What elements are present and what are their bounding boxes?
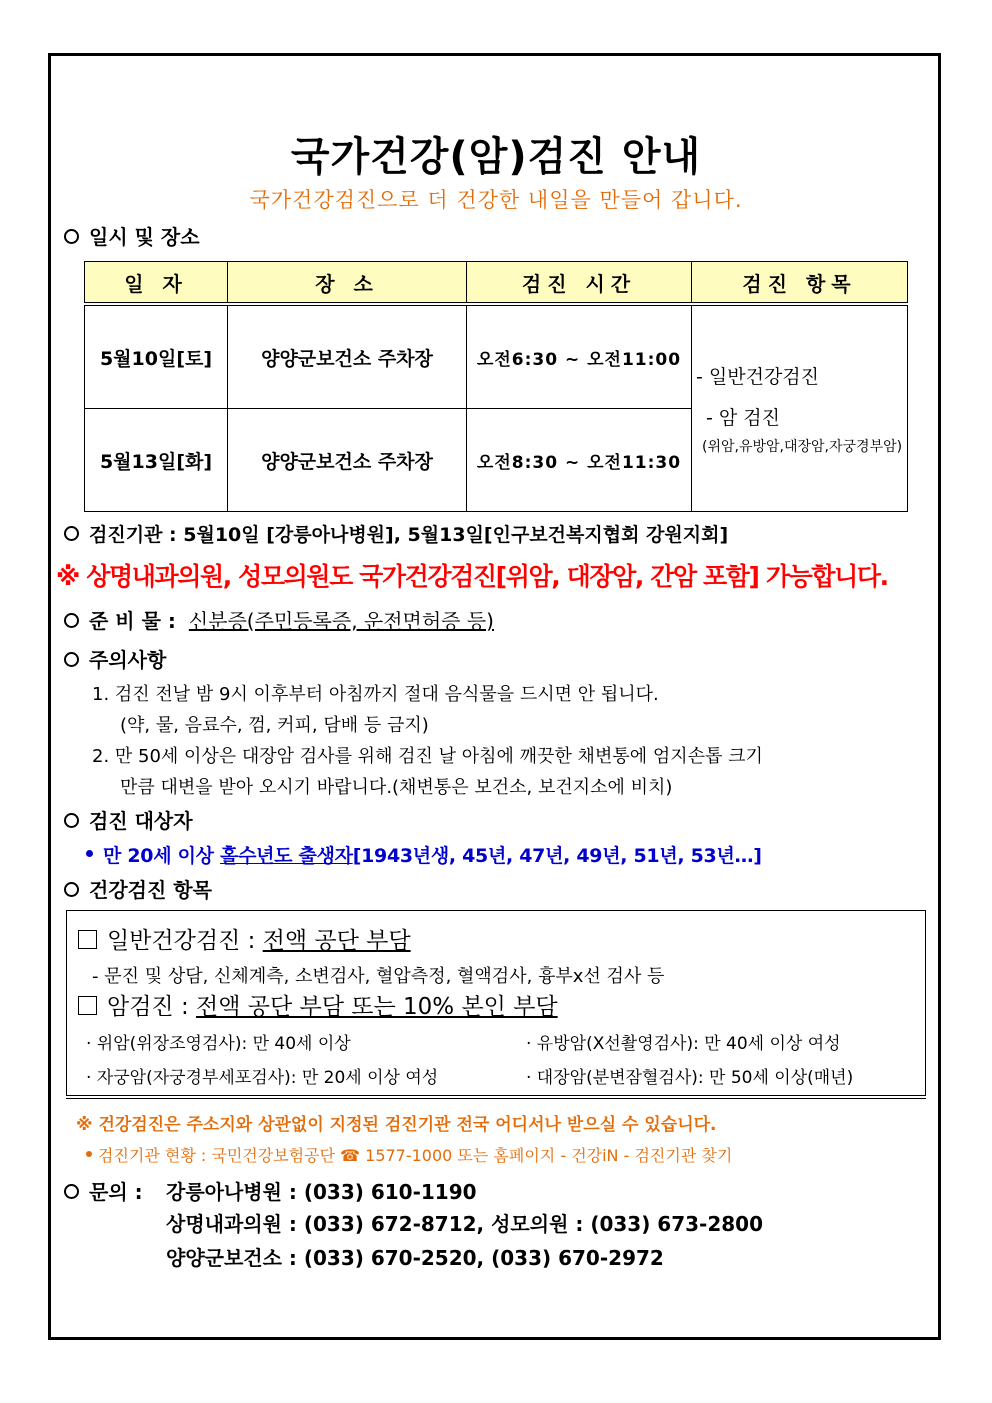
contact-line-3: 양양군보건소 : (033) 670-2520, (033) 670-2972 (166, 1246, 664, 1270)
notice-red: ※ 상명내과의원, 성모의원도 국가건강검진[위암, 대장암, 간암 포함] 가능합니다. (56, 562, 888, 591)
caution-line-1: 1. 검진 전날 밤 9시 이후부터 아침까지 절대 음식물을 드시면 안 됩니다. (92, 684, 659, 705)
target-label: 검진 대상자 (89, 809, 193, 833)
cancer-item-stomach: · 위암(위장조영검사): 만 40세 이상 (86, 1034, 351, 1054)
general-checkup (78, 922, 411, 955)
page-subtitle: 국가건강검진으로 더 건강한 내일을 만들어 갑니다. (249, 188, 743, 212)
checkup-items-label: 건강검진 항목 (89, 878, 212, 902)
cancer-item-colon: · 대장암(분변잠혈검사): 만 50세 이상(매년) (526, 1068, 854, 1088)
section-checkup-items (64, 874, 212, 903)
target-detail (86, 841, 762, 868)
row-place: 양양군보건소 주차장 (228, 409, 467, 512)
caution-line-4: 만큼 대변을 받아 오시기 바랍니다.(채변통은 보건소, 보건지소에 비치) (120, 777, 673, 798)
items-general: - 일반건강검진 (696, 365, 820, 388)
checkbox-icon (78, 930, 97, 949)
circle-bullet-icon (64, 613, 79, 628)
circle-bullet-icon (64, 813, 79, 828)
section-target (64, 805, 193, 834)
row-place: 양양군보건소 주차장 (228, 304, 467, 409)
circle-bullet-icon (64, 652, 79, 667)
items-cancer: - 암 검진 (706, 406, 780, 429)
target-underlined: 홀수년도 출생자 (220, 845, 353, 867)
caution-line-3: 2. 만 50세 이상은 대장암 검사를 위해 검진 날 아침에 깨끗한 채변통에 엄지손톱 크기 (92, 746, 763, 767)
circle-bullet-icon (64, 229, 79, 244)
cancer-label: 암검진 : (107, 994, 197, 1020)
footer-note-1: ※ 건강검진은 주소지와 상관없이 지정된 검진기관 전국 어디서나 받으실 수 있습니다. (76, 1115, 717, 1135)
footer-note-2 (86, 1143, 732, 1166)
circle-bullet-icon (64, 526, 79, 541)
footer-note-2-text: 검진기관 현황 : 국민건강보험공단 ☎ 1577-1000 또는 홈페이지 - 건강iN - 검진기관 찾기 (98, 1146, 733, 1165)
section-schedule-label: 일시 및 장소 (89, 225, 200, 249)
header-place: 장 소 (228, 262, 467, 305)
box-divider (66, 1098, 926, 1099)
items-cancer-list: (위암,유방암,대장암,자궁경부암) (702, 438, 903, 455)
row-date: 5월10일[토] (85, 304, 228, 409)
section-caution (64, 644, 166, 673)
general-label: 일반건강검진 : (107, 928, 263, 954)
cancer-item-breast: · 유방암(X선촬영검사): 만 40세 이상 여성 (526, 1034, 841, 1054)
checkbox-icon (78, 996, 97, 1015)
section-agency (64, 520, 728, 547)
bullet-dot-icon (86, 850, 93, 857)
cancer-value: 전액 공단 부담 또는 10% 본인 부담 (196, 994, 558, 1020)
header-items: 검진 항목 (692, 262, 908, 305)
general-detail: - 문진 및 상담, 신체계측, 소변검사, 혈압측정, 혈액검사, 흉부x선 검사 등 (92, 966, 665, 987)
agency-text: 검진기관 : 5월10일 [강릉아나병원], 5월13일[인구보건복지협회 강원지회] (89, 524, 729, 546)
general-value: 전액 공단 부담 (262, 928, 411, 954)
bullet-dot-icon (86, 1151, 92, 1157)
section-prep (64, 605, 494, 634)
header-date: 일 자 (85, 262, 228, 305)
contact-line-1: 강릉아나병원 : (033) 610-1190 (166, 1180, 477, 1204)
row-time: 오전6:30 ~ 오전11:00 (467, 304, 692, 409)
circle-bullet-icon (64, 882, 79, 897)
checkup-items-cell (692, 304, 908, 512)
caution-line-2: (약, 물, 음료수, 껌, 커피, 담배 등 금지) (120, 715, 429, 736)
table-row (85, 304, 908, 409)
target-suffix: [1943년생, 45년, 47년, 49년, 51년, 53년…] (352, 845, 762, 867)
page-title: 국가건강(암)검진 안내 (290, 134, 702, 180)
target-prefix: 만 20세 이상 (103, 845, 221, 867)
schedule-table (84, 261, 908, 512)
row-date: 5월13일[화] (85, 409, 228, 512)
prep-label: 준 비 물 : (89, 609, 176, 633)
header-time: 검진 시간 (467, 262, 692, 305)
row-time: 오전8:30 ~ 오전11:30 (467, 409, 692, 512)
contact-line-2: 상명내과의원 : (033) 672-8712, 성모의원 : (033) 673-2800 (166, 1212, 764, 1236)
table-header-row (85, 262, 908, 305)
contact-label: 문의 : (89, 1180, 143, 1204)
caution-label: 주의사항 (89, 648, 167, 672)
circle-bullet-icon (64, 1184, 79, 1199)
section-schedule (64, 221, 200, 250)
prep-value: 신분증(주민등록증, 운전면허증 등) (188, 609, 494, 633)
cancer-checkup (78, 988, 558, 1021)
cancer-item-cervical: · 자궁암(자궁경부세포검사): 만 20세 이상 여성 (86, 1068, 439, 1088)
contact-section (64, 1176, 143, 1205)
